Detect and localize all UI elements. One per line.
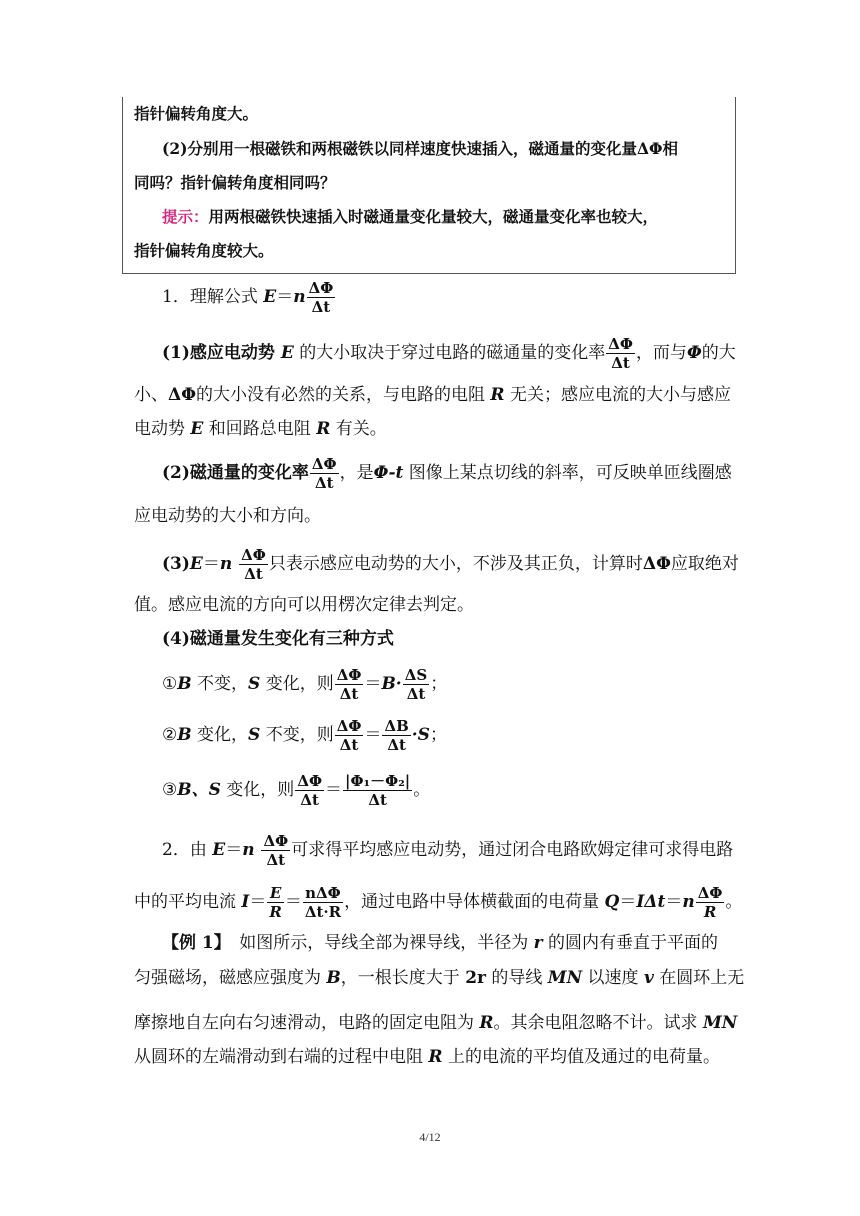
para-1-1-line-a: (1)感应电动势 E 的大小取决于穿过电路的磁通量的变化率 $\frac{\Delta\Phi}{\Delta t}$ ，而与Φ的大 [162,335,736,372]
box-hint-b: 指针偏转角度较大。 [134,241,274,260]
section-1-heading: 1．理解公式 E＝n $\frac{\Delta\Phi}{\Delta t}$ [162,279,334,316]
para-1-2-line-b: 应电动势的大小和方向。 [134,506,321,526]
method-3: ③B、S 变化，则 $\frac{\Delta\Phi}{\Delta t}$ ＝ $\frac{\text{|Φ₁－Φ₂|}}{\Delta t}$ 。 [162,772,431,809]
section-2-line-a: 2．由 E＝n $\frac{\Delta\Phi}{\Delta t}$ 可求得平均感应电动势，通过闭合电路欧姆定律可求得电路 [162,832,734,869]
para-1-4-title: (4)磁通量发生变化有三种方式 [162,629,394,649]
method-1: ①B 不变，S 变化，则 $\frac{\Delta\Phi}{\Delta t}$ ＝B· $\frac{\Delta S}{\Delta t}$ ； [162,666,448,703]
box-hint-a: 提示：用两根磁铁快速插入时磁通量变化量较大，磁通量变化率也较大， [162,207,659,226]
para-1-1-line-b: 小、ΔΦ的大小没有必然的关系，与电路的电阻 R 无关；感应电流的大小与感应 [134,385,731,405]
box-line-1: 指针偏转角度大。 [134,104,259,123]
fraction: $\frac{\Delta\Phi}{\Delta t}$ [308,279,334,316]
method-2: ②B 变化，S 不变，则 $\frac{\Delta\Phi}{\Delta t}$ ＝ $\frac{\Delta B}{\Delta t}$ ·S； [162,717,447,754]
example-line-d: 从圆环的左端滑动到右端的过程中电阻 R 上的电流的平均值及通过的电荷量。 [134,1047,720,1067]
example-line-c: 摩擦地自左向右匀速滑动，电路的固定电阻为 R。其余电阻忽略不计。试求 MN [134,1013,738,1033]
para-1-3-line-a: (3)E＝n $\frac{\Delta\Phi}{\Delta t}$ 只表示感应电动势的大小，不涉及其正负，计算时ΔΦ应取绝对 [162,546,739,583]
box-question-2a: (2)分别用一根磁铁和两根磁铁以同样速度快速插入，磁通量的变化量ΔΦ相 [162,139,678,158]
para-1-3-line-b: 值。感应电流的方向可以用楞次定律去判定。 [134,595,474,615]
page-number: 4/12 [419,1130,441,1144]
example-line-a: 【例 1】 如图所示，导线全部为裸导线，半径为 r 的圆内有垂直于平面的 [162,933,719,953]
section-2-line-b: 中的平均电流 I＝ $\frac{E}{R}$ ＝ $\frac{\text{nΔΦ}}{\Delta t\cdot R}$ ，通过电路中导体横截面的电荷量 Q＝IΔt＝n $\frac{\Delta\Phi}{R}$ 。 [134,884,743,921]
para-1-2-line-a: (2)磁通量的变化率 $\frac{\Delta\Phi}{\Delta t}$ ，是Φ-t 图像上某点切线的斜率，可反映单匝线圈感 [162,455,732,492]
hint-label: 提示： [162,207,209,226]
box-question-2b: 同吗？指针偏转角度相同吗？ [134,173,336,192]
example-tag: 【例 1】 [162,933,223,953]
example-line-b: 匀强磁场，磁感应强度为 B，一根长度大于 2r 的导线 MN 以速度 v 在圆环上无 [134,968,745,988]
para-1-1-line-c: 电动势 E 和回路总电阻 R 有关。 [134,419,387,439]
